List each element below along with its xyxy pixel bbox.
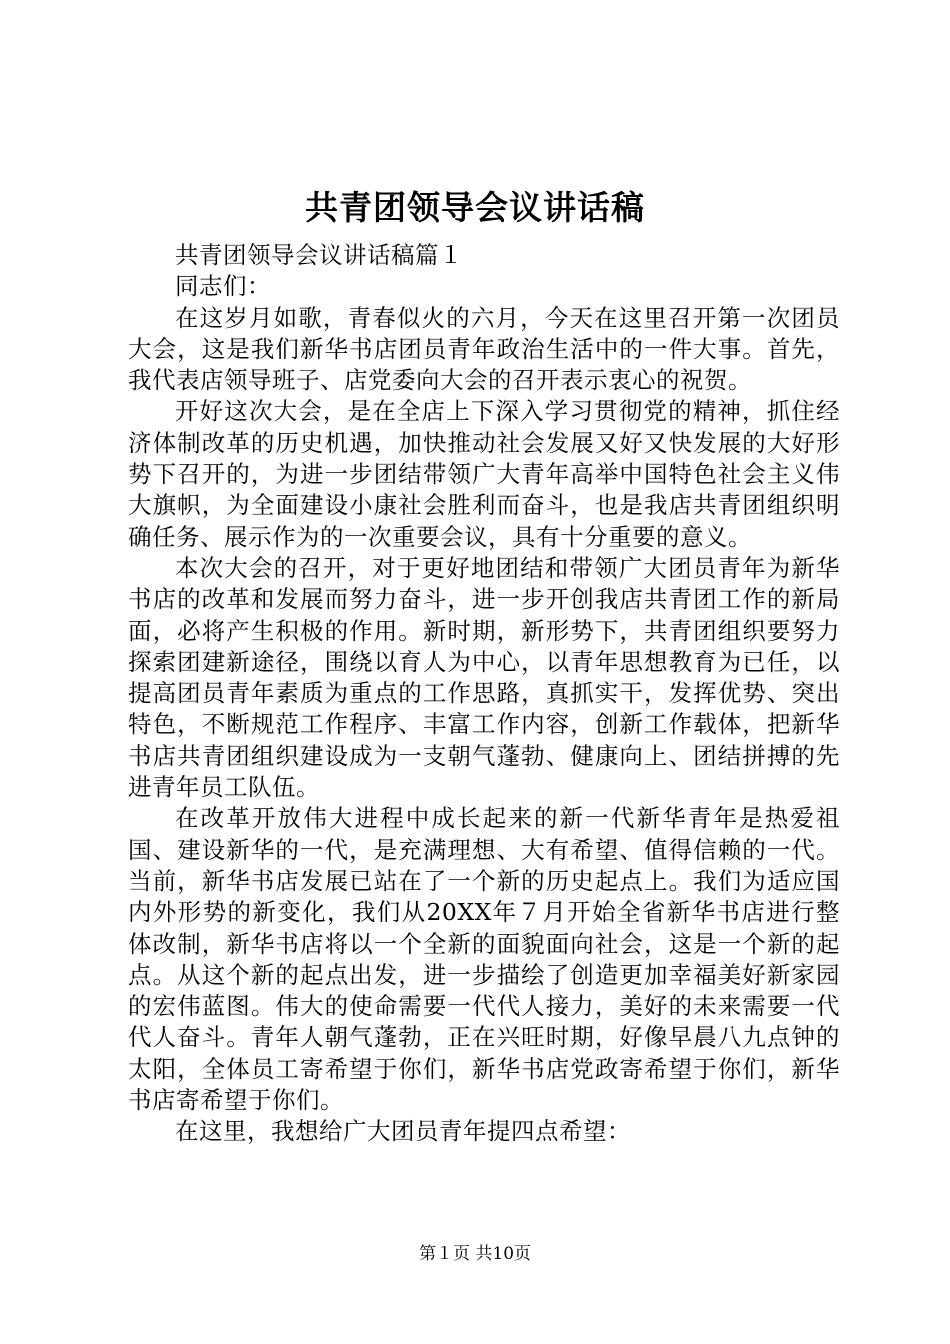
paragraph-role: 本次大会的召开，对于更好地团结和带领广大团员青年为新华书店的改革和发展而努力奋斗，进一步开创我店共青团工作的新局面，必将产生积极的作用。新时期，新形势下，共青团组织要努力探索团建新途径，围绕以育人为中心，以青年思想教育为已任，以提高团员青年素质为重点的工作思路，真抓实干，发挥优势、突出特色，不断规范工作程序、丰富工作内容，创新工作载体，把新华书店共青团组织建设成为一支朝气蓬勃、健康向上、团结拼搏的先进青年员工队伍。	[128, 553, 840, 802]
paragraph-significance: 开好这次大会，是在全店上下深入学习贯彻党的精神，抓住经济体制改革的历史机遇，加快推动社会发展又好又快发展的大好形势下召开的，为进一步团结带领广大青年高举中国特色社会主义伟大旗帜，为全面建设小康社会胜利而奋斗，也是我店共青团组织明确任务、展示作为的一次重要会议，具有十分重要的意义。	[128, 397, 840, 551]
document-title: 共青团领导会议讲话稿	[305, 188, 645, 227]
paragraph-hopes: 在这里，我想给广大团员青年提四点希望：	[175, 1117, 631, 1146]
page-footer: 第１页 共10页	[418, 1244, 532, 1264]
paragraph-opening: 在这岁月如歌，青春似火的六月，今天在这里召开第一次团员大会，这是我们新华书店团员青年政治生活中的一件大事。首先，我代表店领导班子、店党委向大会的召开表示衷心的祝贺。	[128, 303, 840, 395]
paragraph-subtitle: 共青团领导会议讲话稿篇１	[175, 241, 463, 269]
paragraph-salutation: 同志们：	[175, 272, 271, 301]
document-body	[128, 240, 840, 1148]
paragraph-youth: 在改革开放伟大进程中成长起来的新一代新华青年是热爱祖国、建设新华的一代，是充满理想、大有希望、值得信赖的一代。当前，新华书店发展已站在了一个新的历史起点上。我们为适应国内外形势的新变化，我们从20XX年７月开始全省新华书店进行整体改制，新华书店将以一个全新的面貌面向社会，这是一个新的起点。从这个新的起点出发，进一步描绘了创造更加幸福美好新家园的宏伟蓝图。伟大的使命需要一代代人接力，美好的未来需要一代代人奋斗。青年人朝气蓬勃，正在兴旺时期，好像早晨八九点钟的太阳，全体员工寄希望于你们，新华书店党政寄希望于你们，新华书店寄希望于你们。	[128, 804, 840, 1115]
